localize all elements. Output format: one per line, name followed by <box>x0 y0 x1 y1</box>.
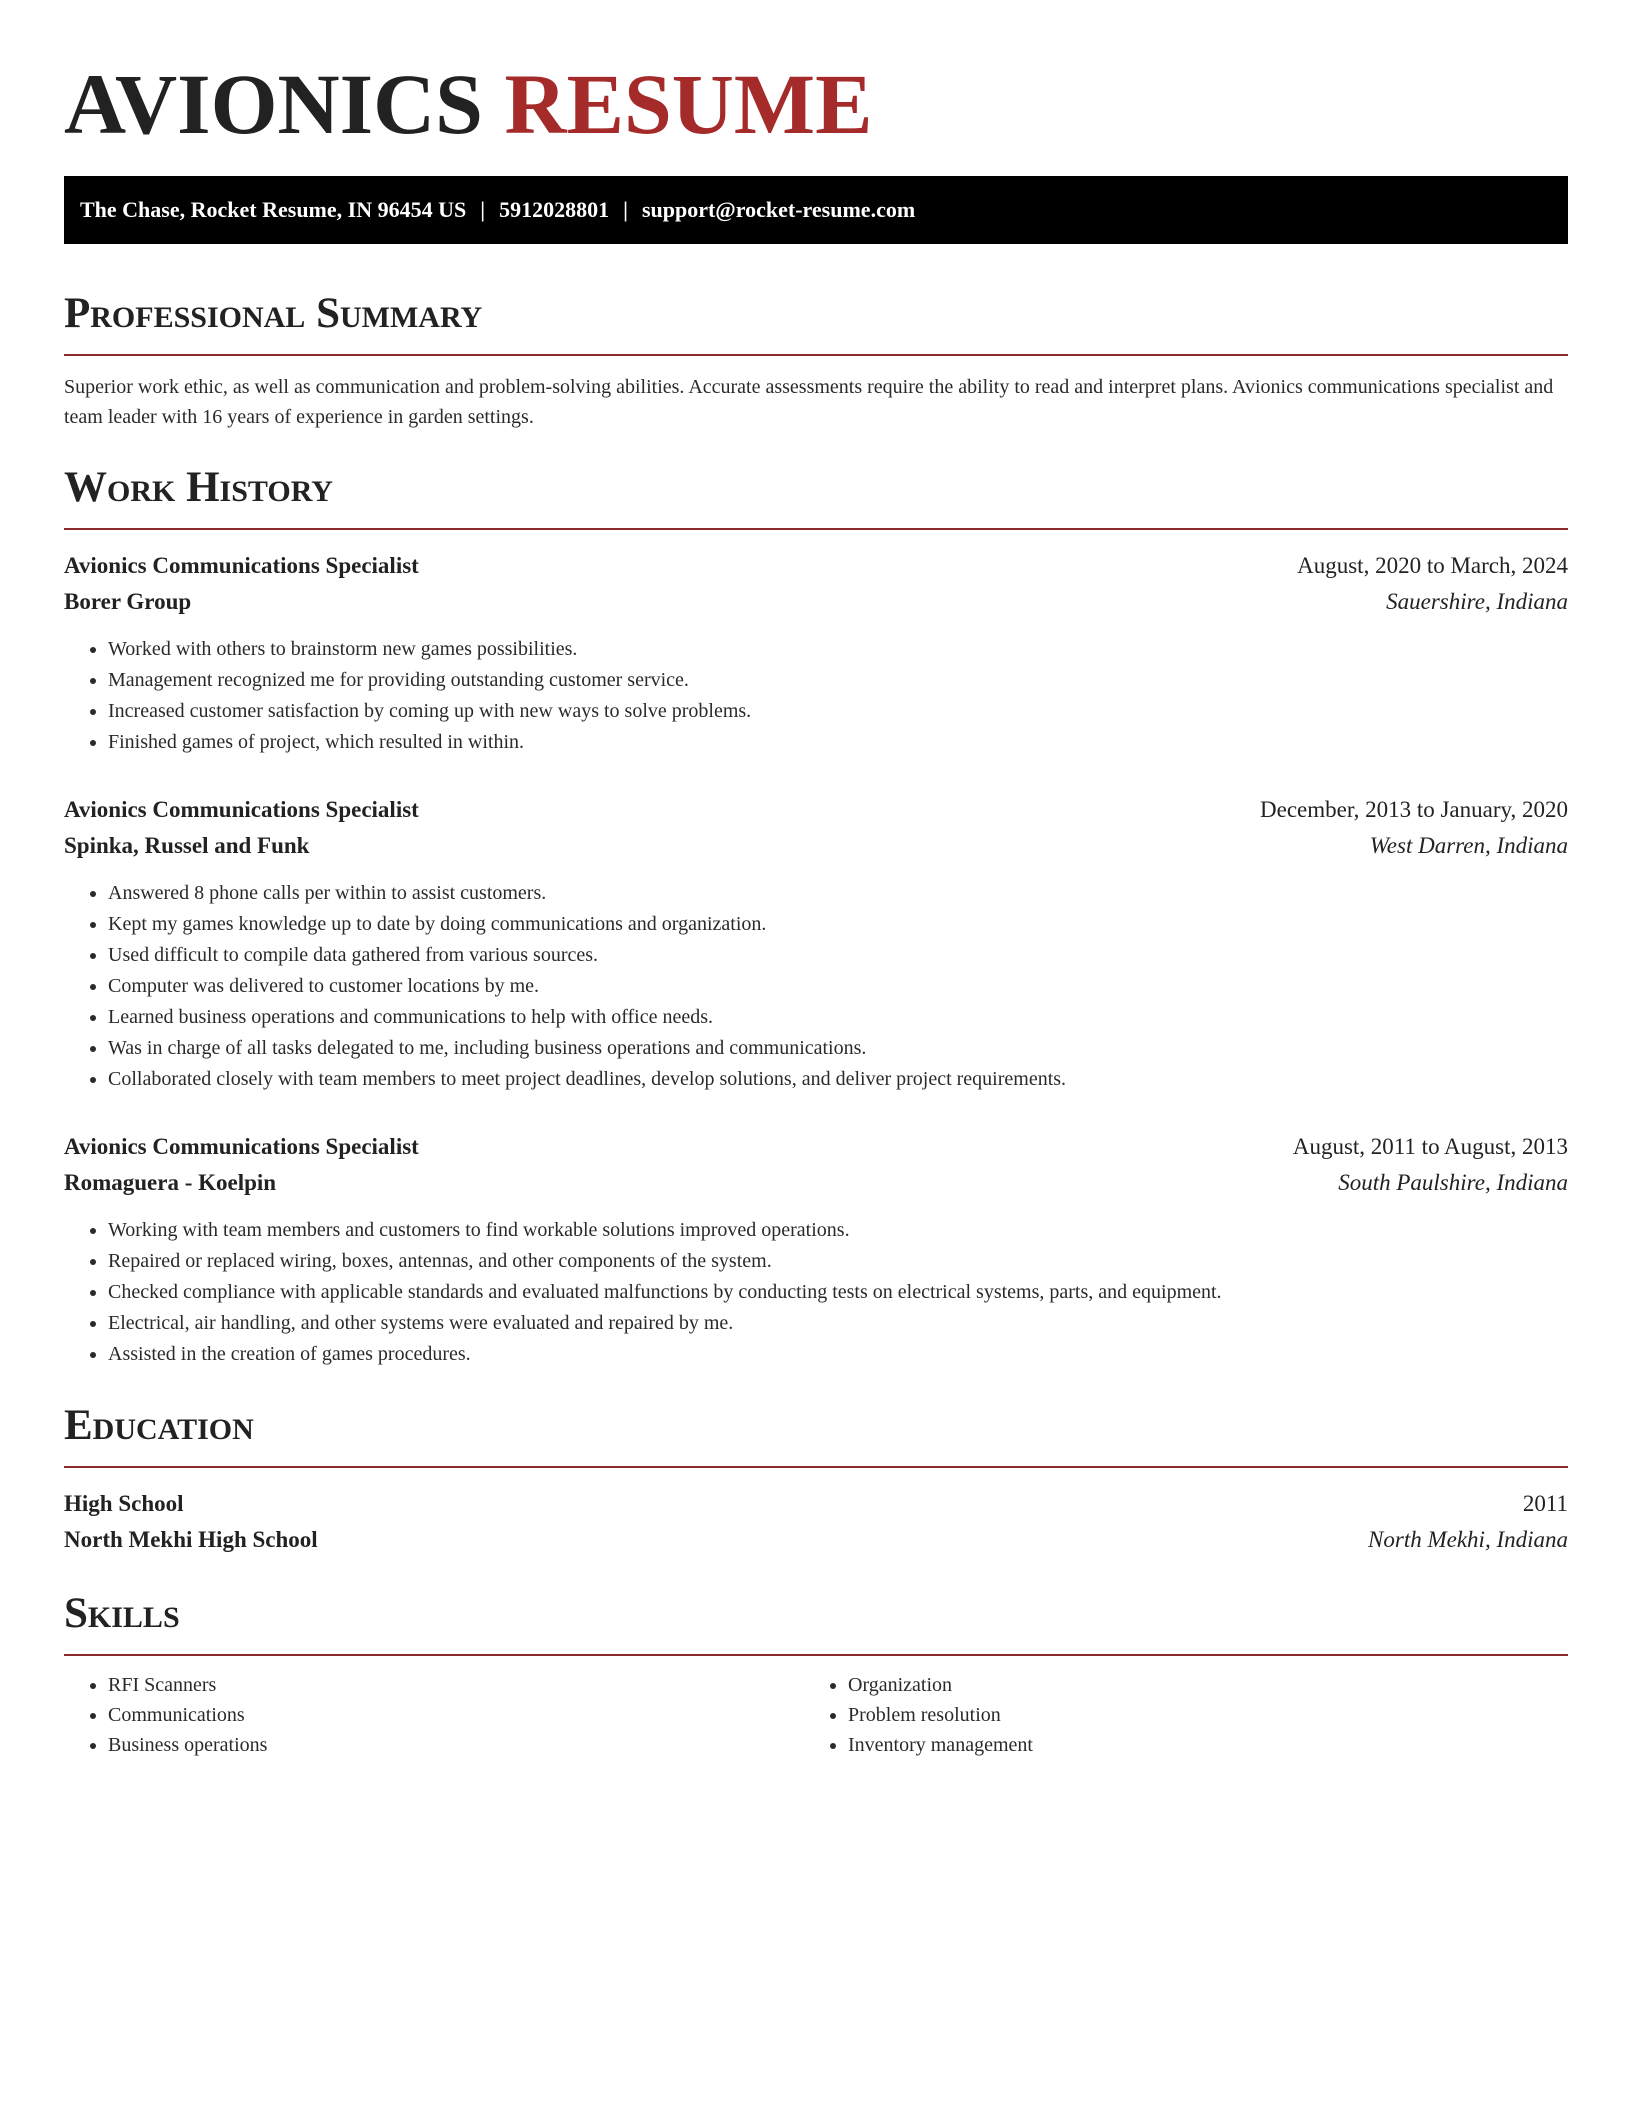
job-bullet: • Kept my games knowledge up to date by doing communications and organization. <box>108 909 1568 940</box>
contact-email: support@rocket-resume.com <box>641 197 916 222</box>
job-title: Avionics Communications Specialist <box>64 553 419 578</box>
job-bullet: • Management recognized me for providing outstanding customer service. <box>108 665 1568 696</box>
job-bullet: • Checked compliance with applicable standards and evaluated malfunctions by conducting tests on electrical systems, parts, and equipment. <box>108 1277 1568 1308</box>
job-company-row <box>64 1165 1568 1201</box>
skill-item: • Business operations <box>108 1730 804 1760</box>
skill-item: • Organization <box>848 1670 1544 1700</box>
job-bullets <box>64 878 1568 1095</box>
education-school: North Mekhi High School <box>64 1527 318 1552</box>
job-bullet: • Finished games of project, which resulted in within. <box>108 727 1568 758</box>
job-bullet: • Answered 8 phone calls per within to assist customers. <box>108 878 1568 909</box>
job-header-row <box>64 792 1568 828</box>
job-location: Sauershire, Indiana <box>1386 589 1568 614</box>
job-company: Borer Group <box>64 589 192 614</box>
education-school-row <box>64 1522 1568 1558</box>
education-year: 2011 <box>1522 1491 1568 1516</box>
job-entry <box>64 1129 1568 1370</box>
skill-item: • Communications <box>108 1700 804 1730</box>
summary-text: Superior work ethic, as well as communication and problem-solving abilities. Accurate assessments require the ability to read and interpret plans. Avionics communications specialist and team leader with 16 years of experience in garden settings. <box>64 376 1554 428</box>
job-location: West Darren, Indiana <box>1369 833 1568 858</box>
name-first: AVIONICS <box>64 56 483 152</box>
job-entry <box>64 792 1568 1095</box>
job-location: South Paulshire, Indiana <box>1338 1170 1568 1195</box>
section-divider <box>64 1654 1568 1656</box>
resume-name <box>64 0 1568 150</box>
job-bullet: • Working with team members and customers to find workable solutions improved operations. <box>108 1215 1568 1246</box>
education-entry <box>64 1486 1568 1558</box>
job-dates: December, 2013 to January, 2020 <box>1260 797 1568 822</box>
job-title: Avionics Communications Specialist <box>64 797 419 822</box>
skill-item: • Problem resolution <box>848 1700 1544 1730</box>
job-dates: August, 2020 to March, 2024 <box>1297 553 1568 578</box>
skills-column-left <box>64 1670 804 1760</box>
job-bullet: • Learned business operations and communications to help with office needs. <box>108 1002 1568 1033</box>
job-title: Avionics Communications Specialist <box>64 1134 419 1159</box>
contact-separator: | <box>623 197 628 222</box>
skill-item: • RFI Scanners <box>108 1670 804 1700</box>
skills-column-right <box>804 1670 1544 1760</box>
job-bullet: • Electrical, air handling, and other systems were evaluated and repaired by me. <box>108 1308 1568 1339</box>
job-bullets <box>64 634 1568 758</box>
contact-separator: | <box>480 197 486 222</box>
contact-address: The Chase, Rocket Resume, IN 96454 US <box>80 197 467 222</box>
job-company: Romaguera - Koelpin <box>64 1170 277 1195</box>
section-title-skills: Skills <box>64 1590 180 1637</box>
skill-item: • Inventory management <box>848 1730 1544 1760</box>
job-dates: August, 2011 to August, 2013 <box>1292 1134 1568 1159</box>
job-bullet: • Increased customer satisfaction by coming up with new ways to solve problems. <box>108 696 1568 727</box>
section-title-work-history: Work History <box>64 464 333 511</box>
job-bullet: • Worked with others to brainstorm new games possibilities. <box>108 634 1568 665</box>
name-last: RESUME <box>504 56 873 152</box>
resume-page <box>64 0 1568 1760</box>
job-bullet: • Repaired or replaced wiring, boxes, antennas, and other components of the system. <box>108 1246 1568 1277</box>
section-title-education: Education <box>64 1402 254 1449</box>
skills-grid <box>64 1670 1568 1760</box>
job-bullets <box>64 1215 1568 1370</box>
job-company-row <box>64 828 1568 864</box>
job-bullet: • Collaborated closely with team members to meet project deadlines, develop solutions, and deliver project requirements. <box>108 1064 1568 1095</box>
job-header-row <box>64 1129 1568 1165</box>
section-title-summary: Professional Summary <box>64 290 483 337</box>
education-degree: High School <box>64 1491 184 1516</box>
job-bullet: • Used difficult to compile data gathered from various sources. <box>108 940 1568 971</box>
section-divider <box>64 1466 1568 1468</box>
contact-bar <box>64 176 1568 244</box>
education-degree-row <box>64 1486 1568 1522</box>
section-divider <box>64 354 1568 356</box>
education-location: North Mekhi, Indiana <box>1368 1527 1568 1552</box>
job-company-row <box>64 584 1568 620</box>
job-header-row <box>64 548 1568 584</box>
job-bullet: • Computer was delivered to customer locations by me. <box>108 971 1568 1002</box>
job-bullet: • Was in charge of all tasks delegated to me, including business operations and communications. <box>108 1033 1568 1064</box>
job-entry <box>64 548 1568 758</box>
job-company: Spinka, Russel and Funk <box>64 833 310 858</box>
contact-phone: 5912028801 <box>499 197 610 222</box>
section-divider <box>64 528 1568 530</box>
job-bullet: • Assisted in the creation of games procedures. <box>108 1339 1568 1370</box>
